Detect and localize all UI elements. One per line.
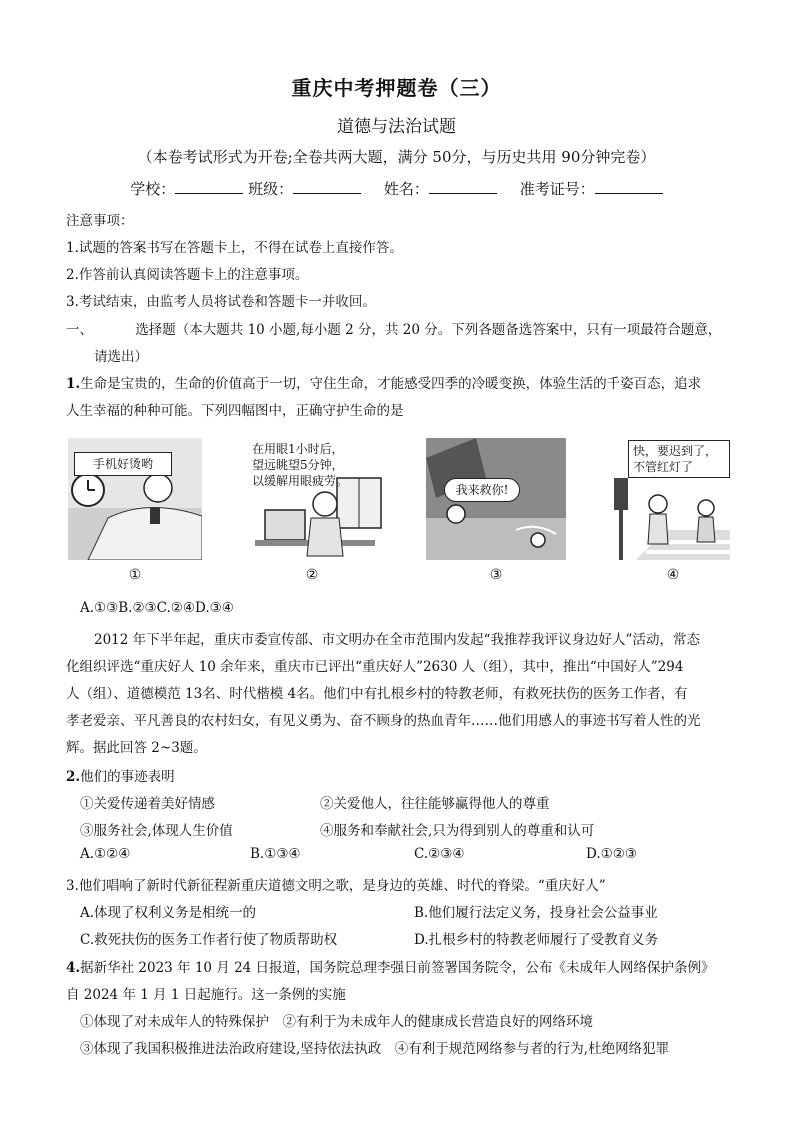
- name-label: 姓名：: [383, 180, 429, 198]
- q4-line1: [66, 956, 715, 976]
- school-field[interactable]: [175, 179, 243, 194]
- exam-note: （本卷考试形式为开卷;全卷共两大题，满分 50分，与历史共用 90分钟完卷）: [137, 148, 656, 166]
- q1-picture-4-label: ④: [666, 567, 680, 583]
- q1-picture-2-bubble: 在用眼1小时后，望远眺望5分钟，以缓解用眼疲劳。: [252, 442, 349, 488]
- q1-answer-options: A.①③B.②③C.②④D.③④: [80, 600, 234, 616]
- q2-option-d: D.①②③: [586, 846, 637, 862]
- q3-option-d: D.扎根乡村的特教老师履行了受教育义务: [414, 932, 659, 948]
- q1-picture-2-label: ②: [305, 567, 319, 583]
- passage-line: 人（组）、道德模范 13名、时代楷模 4名。他们中有扎根乡村的特教老师，有救死扶伤的医务工作者，有: [66, 686, 688, 702]
- class-label: 班级：: [248, 180, 294, 198]
- passage-line: 孝老爱亲、平凡善良的农村妇女，有见义勇为、奋不顾身的热血青年……他们用感人的事迹书写着人性的光: [66, 713, 701, 729]
- q4-statements: ③体现了我国积极推进法治政府建设,坚持依法执政 ④有利于规范网络参与者的行为,杜绝网络犯罪: [80, 1041, 670, 1057]
- section-label: 一、: [66, 322, 93, 338]
- passage-line: 化组织评选“重庆好人 10 余年来，重庆市已评出“重庆好人”2630 人（组），其中，推出“中国好人”294: [66, 659, 684, 675]
- q4-statements: ①体现了对未成年人的特殊保护 ②有利于为未成年人的健康成长营造良好的网络环境: [80, 1014, 593, 1030]
- q1-picture-3-label: ③: [489, 567, 503, 583]
- q4-number: 4.: [66, 960, 81, 976]
- section-text-cont: 请选出）: [94, 349, 148, 365]
- q2-statement: ①关爱传递着美好情感: [80, 796, 215, 812]
- page-subtitle: 道德与法治试题: [337, 117, 456, 137]
- notice-item: 1.试题的答案书写在答题卡上，不得在试卷上直接作答。: [66, 240, 403, 256]
- q1-picture-4-bubble: 快，要迟到了，不管红灯了: [628, 440, 730, 478]
- q3-option-b: B.他们履行法定义务，投身社会公益事业: [414, 905, 658, 921]
- q4-line2: 自 2024 年 1 月 1 日起施行。这一条例的实施: [66, 987, 346, 1003]
- notice-heading: 注意事项：: [66, 213, 134, 229]
- notice-item: 2.作答前认真阅读答题卡上的注意事项。: [66, 267, 309, 283]
- student-info-line: [0, 178, 793, 199]
- name-field[interactable]: [429, 179, 497, 194]
- q3-stem: 3.他们唱响了新时代新征程新重庆道德文明之歌，是身边的英雄、时代的脊梁。“重庆好人”: [66, 878, 606, 894]
- q4-text: 据新华社 2023 年 10 月 24 日报道，国务院总理李强日前签署国务院令，公布《未成年人网络保护条例》: [80, 960, 715, 976]
- school-label: 学校：: [130, 180, 176, 198]
- q2-option-b: B.①③④: [250, 846, 301, 862]
- q1-picture-1-label: ①: [128, 567, 142, 583]
- notice-item: 3.考试结束，由监考人员将试卷和答题卡一并收回。: [66, 294, 376, 310]
- q3-option-a: A.体现了权利义务是相统一的: [80, 905, 257, 921]
- q1-text: 生命是宝贵的，生命的价值高于一切，守住生命，才能感受四季的冷暖变换，体验生活的千姿百态，追求: [80, 376, 702, 392]
- q2-number: 2.: [66, 769, 81, 785]
- section-heading: [66, 318, 721, 338]
- q1-line1: [66, 372, 701, 392]
- q2-option-a: A.①②④: [80, 846, 131, 862]
- q1-line2: 人生幸福的种种可能。下列四幅图中，正确守护生命的是: [66, 403, 404, 419]
- q2-statement: ②关爱他人，往往能够赢得他人的尊重: [320, 796, 550, 812]
- q2-option-c: C.②③④: [414, 846, 465, 862]
- page-title: 重庆中考押题卷（三）: [291, 76, 502, 100]
- q2-text: 他们的事迹表明: [80, 769, 175, 785]
- q3-option-c: C.救死扶伤的医务工作者行使了物质帮助权: [80, 932, 338, 948]
- q1-number: 1.: [66, 376, 81, 392]
- q2-statement: ④服务和奉献社会,只为得到别人的尊重和认可: [320, 823, 595, 839]
- passage-line: 辉。据此回答 2~3题。: [66, 740, 207, 756]
- q2-statement: ③服务社会,体现人生价值: [80, 823, 233, 839]
- passage-line: 2012 年下半年起，重庆市委宣传部、市文明办在全市范围内发起“我推荐我评议身边好人”活动，常态: [94, 632, 700, 648]
- class-field[interactable]: [293, 179, 361, 194]
- exam-number-field[interactable]: [595, 179, 663, 194]
- q2-stem: [66, 765, 175, 785]
- q1-picture-3-bubble: 我来救你!: [444, 478, 520, 502]
- section-text: 选择题（本大题共 10 小题,每小题 2 分，共 20 分。下列各题备选答案中，只有一项最符合题意，: [135, 322, 722, 338]
- q1-picture-1-bubble: 手机好烫哟: [74, 452, 172, 476]
- exam-number-label: 准考证号：: [519, 180, 595, 198]
